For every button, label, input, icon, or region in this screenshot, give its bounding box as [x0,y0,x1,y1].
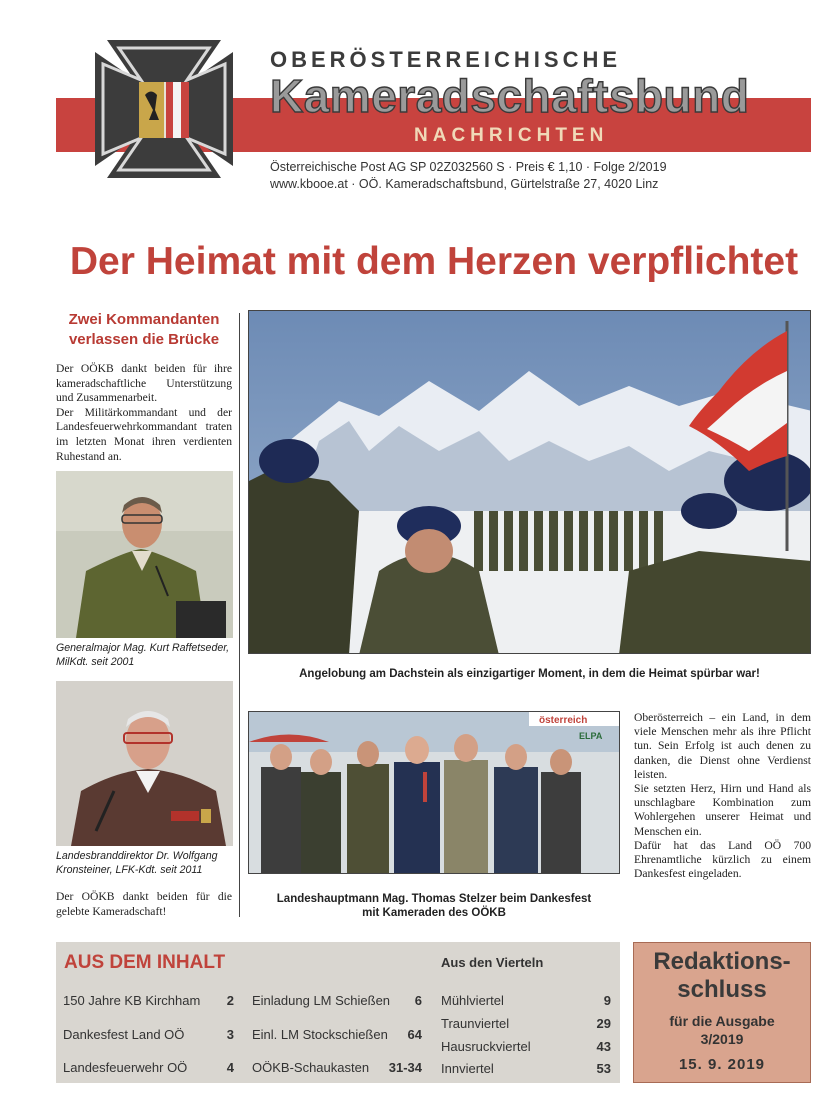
toc-item-label: Einladung LM Schießen [252,993,391,1008]
sidebar-intro-p1: Der OÖKB dankt beiden für ihre kameradschaftliche Unterstützung und Zusammenarbeit. [56,362,232,405]
toc-item[interactable] [252,1060,422,1075]
toc-item-label: OÖKB-Schaukasten [252,1060,370,1075]
article-text [634,711,811,881]
toc-item[interactable] [441,1016,611,1031]
page-headline: Der Heimat mit dem Herzen verpflichtet [69,240,799,283]
toc-item-label: Landesfeuerwehr OÖ [63,1060,188,1075]
masthead-info-address: www.kbooe.at · OÖ. Kameradschaftsbund, Gürtelstraße 27, 4020 Linz [270,177,659,191]
banner-text-oesterreich: österreich [539,715,588,726]
masthead-line1: OBERÖSTERREICHISCHE [270,47,622,72]
iron-cross-logo [95,40,233,178]
regions-title: Aus den Vierteln [441,955,544,970]
toc-item-page: 2 [226,993,234,1008]
toc-item-label: 150 Jahre KB Kirchham [63,993,201,1008]
toc-item[interactable] [441,993,611,1008]
masthead-info-post: Österreichische Post AG SP 02Z032560 S · Preis € 1,10 · Folge 2/2019 [270,160,667,174]
caption-group-photo [248,892,620,920]
deadline-issue-line2: 3/2019 [700,1031,744,1047]
toc-item-page: 29 [596,1016,611,1031]
caption-group-photo-line2: mit Kameraden des OÖKB [362,907,506,919]
toc-item-page: 4 [226,1060,234,1075]
caption-raffetseder: Generalmajor Mag. Kurt Raffetseder, MilKdt. seit 2001 [56,642,230,668]
group-photo-dankesfest [248,711,620,874]
masthead-title: Kameradschaftsbund [270,70,750,122]
portrait-photo-kronsteiner [56,681,233,846]
sidebar-intro-p2: Der Militärkommandant und der Landesfeuerwehrkommandant traten im letzten Monat ihren verdienten Ruhestand an. [56,405,232,463]
portrait-photo-raffetseder [56,471,233,638]
toc-item-label: Dankesfest Land OÖ [63,1027,185,1042]
toc-item-page: 31-34 [388,1060,422,1075]
main-photo-dachstein [248,310,811,654]
toc-item-page: 53 [596,1061,611,1076]
sidebar-heading [56,310,232,350]
toc-item[interactable] [441,1039,611,1054]
toc-item[interactable] [63,993,234,1008]
banner-text-elpa: ELPA [579,731,603,741]
sidebar-outro: Der OÖKB dankt beiden für die gelebte Kameradschaft! [56,890,232,918]
toc-item[interactable] [441,1061,611,1076]
sidebar-heading-line2: verlassen die Brücke [68,331,220,348]
sidebar-heading-line1: Zwei Kommandanten [68,311,220,328]
article-p3: Dafür hat das Land OÖ 700 Ehrenamtliche kürzlich zu einem Dankesfest eingeladen. [634,838,811,881]
toc-item-label: Traunviertel [441,1016,510,1031]
deadline-title-line2: schluss [677,976,767,1003]
article-p2: Sie setzten Herz, Hirn und Hand als unschlagbare Kombination zum Wohlergehen unserer Heimat und Menschen ein. [634,782,811,838]
toc-item-label: Hausruckviertel [441,1039,531,1054]
caption-group-photo-line1: Landeshauptmann Mag. Thomas Stelzer beim Dankesfest [276,893,592,905]
sidebar-intro [56,362,232,464]
toc-item-page: 9 [603,993,611,1008]
toc-item[interactable] [252,1027,422,1042]
toc-item[interactable] [63,1060,234,1075]
toc-item-label: Einl. LM Stockschießen [252,1027,388,1042]
toc-item-label: Innviertel [441,1061,494,1076]
toc-item[interactable] [252,993,422,1008]
deadline-title-line1: Redaktions- [653,948,791,975]
toc-item-page: 64 [407,1027,422,1042]
caption-main-photo: Angelobung am Dachstein als einzigartiger Moment, in dem die Heimat spürbar war! [299,668,760,680]
deadline-issue [633,1012,811,1048]
deadline-title [633,948,811,1004]
deadline-issue-line1: für die Ausgabe [669,1013,775,1029]
toc-item[interactable] [63,1027,234,1042]
article-p1: Oberösterreich – ein Land, in dem viele Menschen mehr als ihre Pflicht tun. Sein Erfolg ist auch denen zu danken, die Dienst ohne Verdienst leisten. [634,711,811,781]
contents-title: AUS DEM INHALT [64,952,226,973]
toc-item-page: 3 [226,1027,234,1042]
toc-item-page: 43 [596,1039,611,1054]
caption-kronsteiner: Landesbranddirektor Dr. Wolfgang Kronsteiner, LFK-Kdt. seit 2011 [56,850,218,876]
masthead-subtitle: NACHRICHTEN [414,125,609,146]
toc-item-page: 6 [414,993,422,1008]
toc-item-label: Mühlviertel [441,993,504,1008]
column-divider [239,313,240,917]
deadline-date: 15. 9. 2019 [678,1056,766,1073]
